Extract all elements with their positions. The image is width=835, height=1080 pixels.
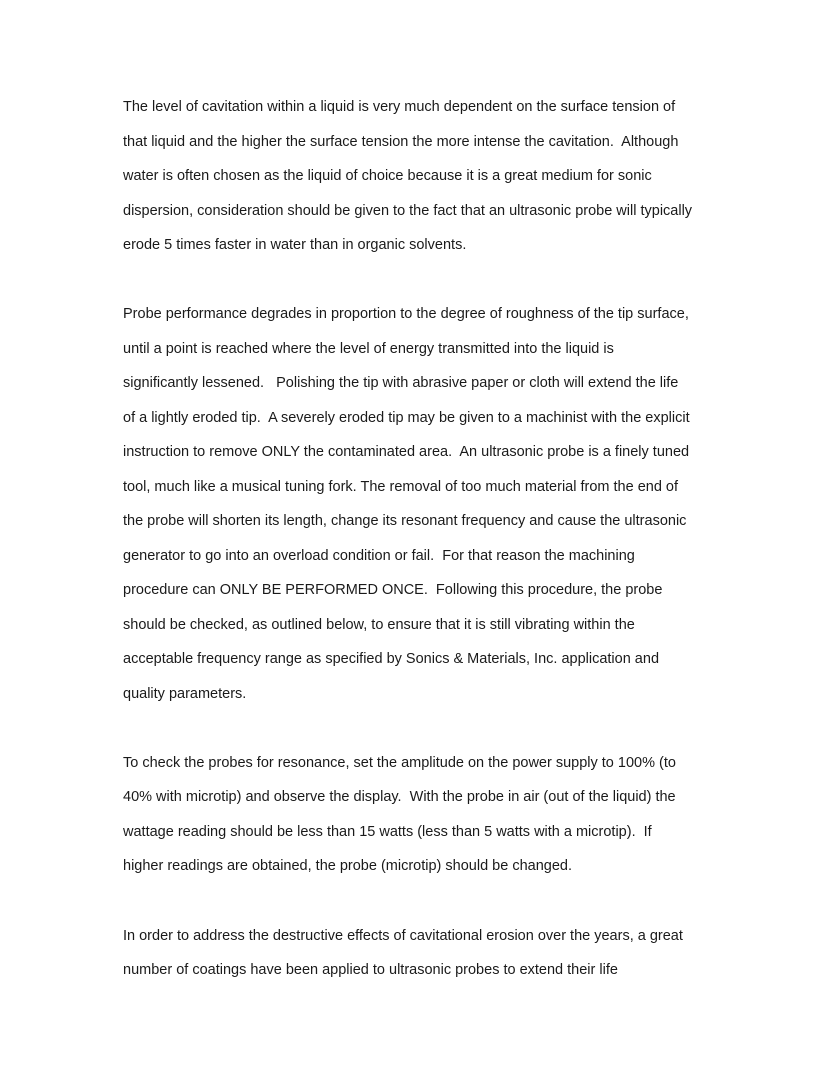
text-line: The level of cavitation within a liquid is very much dependent on the surface tension of [123,99,676,115]
text-line: wattage reading should be less than 15 watts (less than 5 watts with a microtip). If [123,824,652,840]
text-line: generator to go into an overload condition or fail. For that reason the machining [123,548,635,564]
text-line: that liquid and the higher the surface tension the more intense the cavitation. Although [123,134,679,150]
text-line: quality parameters. [123,686,247,702]
text-line: tool, much like a musical tuning fork. The removal of too much material from the end of [123,479,679,495]
text-line: instruction to remove ONLY the contaminated area. An ultrasonic probe is a finely tuned [123,444,690,460]
text-line: until a point is reached where the level of energy transmitted into the liquid is [123,341,614,357]
text-line: To check the probes for resonance, set the amplitude on the power supply to 100% (to [123,755,676,771]
text-line: number of coatings have been applied to ultrasonic probes to extend their life [123,962,618,978]
text-line: of a lightly eroded tip. A severely eroded tip may be given to a machinist with the explicit [123,410,690,426]
text-line: procedure can ONLY BE PERFORMED ONCE. Following this procedure, the probe [123,582,663,598]
text-line: dispersion, consideration should be given to the fact that an ultrasonic probe will typically [123,203,693,219]
text-line: higher readings are obtained, the probe (microtip) should be changed. [123,858,572,874]
text-line: erode 5 times faster in water than in organic solvents. [123,237,467,253]
text-line: the probe will shorten its length, change its resonant frequency and cause the ultrasonic [123,513,687,529]
text-line: should be checked, as outlined below, to ensure that it is still vibrating within the [123,617,635,633]
text-line: significantly lessened. Polishing the tip with abrasive paper or cloth will extend the life [123,375,679,391]
text-line: acceptable frequency range as specified by Sonics & Materials, Inc. application and [123,651,660,667]
text-line: water is often chosen as the liquid of choice because it is a great medium for sonic [123,168,652,184]
text-line: Probe performance degrades in proportion to the degree of roughness of the tip surface, [123,306,689,322]
text-line: In order to address the destructive effects of cavitational erosion over the years, a great [123,928,683,944]
text-line: 40% with microtip) and observe the display. With the probe in air (out of the liquid) the [123,789,676,805]
